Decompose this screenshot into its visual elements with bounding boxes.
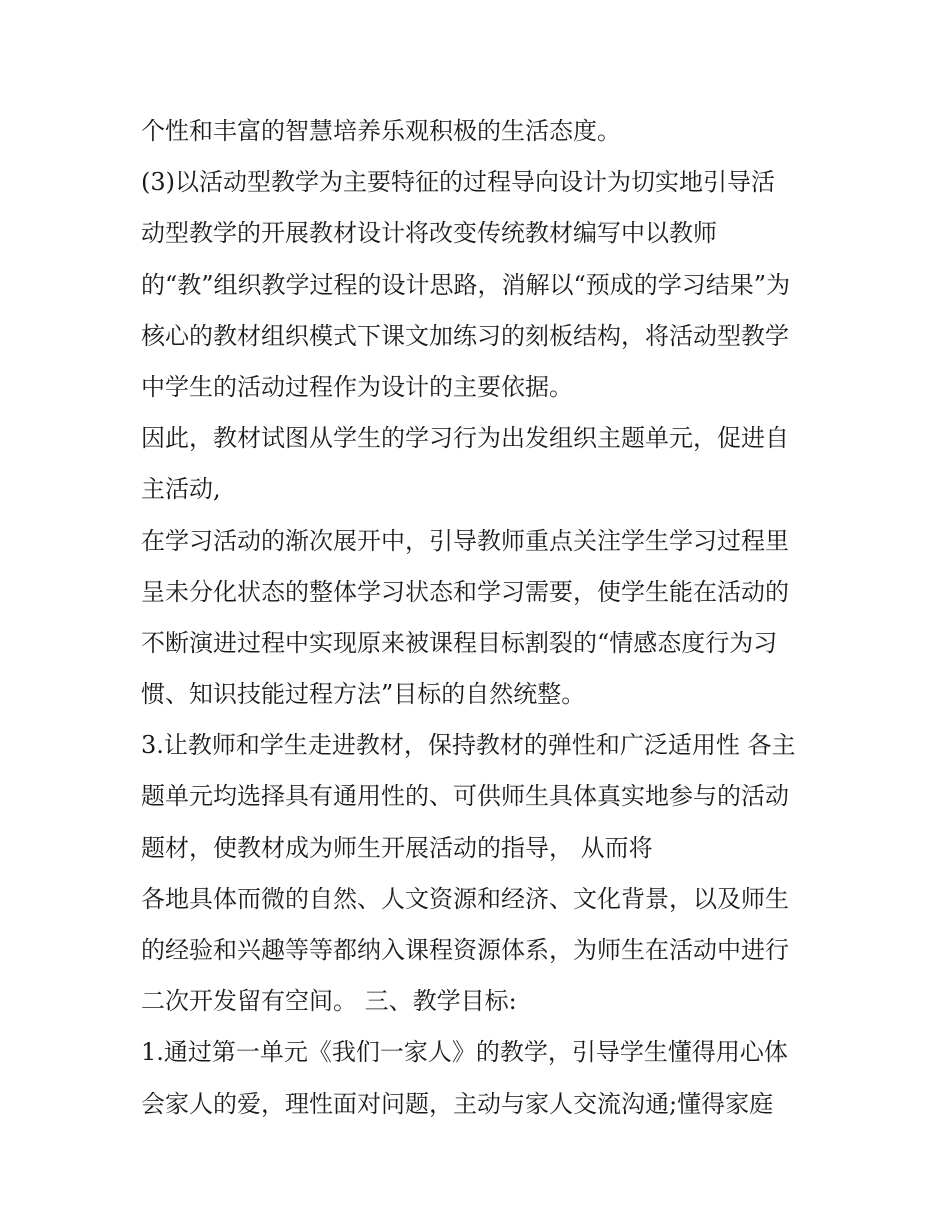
text-line: 二次开发留有空间。 三、教学目标:	[141, 987, 517, 1016]
text-line: 动型教学的开展教材设计将改变传统教材编写中以教师	[141, 219, 717, 248]
text-line: 题材，使教材成为师生开展活动的指导， 从而将	[141, 833, 653, 862]
text-line: 因此，教材试图从学生的学习行为出发组织主题单元，促进自	[141, 424, 789, 453]
text-line: 呈未分化状态的整体学习状态和学习需要，使学生能在活动的	[141, 577, 789, 606]
text-line: 不断演进过程中实现原来被课程目标割裂的“情感态度行为习	[141, 628, 778, 657]
text-line: 题单元均选择具有通用性的、可供师生具体真实地参与的活动	[141, 782, 789, 811]
text-line: 个性和丰富的智慧培养乐观积极的生活态度。	[141, 117, 621, 145]
text-line: 惯、知识技能过程方法”目标的自然统整。	[141, 680, 586, 709]
text-line: 会家人的爱，理性面对问题，主动与家人交流沟通;懂得家庭	[141, 1089, 774, 1118]
text-line: (3)以活动型教学为主要特征的过程导向设计为切实地引导活	[141, 168, 775, 197]
text-line: 3.让教师和学生走进教材，保持教材的弹性和广泛适用性 各主	[141, 731, 796, 760]
body-text	[141, 106, 831, 1130]
text-line: 的经验和兴趣等等都纳入课程资源体系，为师生在活动中进行	[141, 936, 789, 964]
text-line: 的“教”组织教学过程的设计思路，消解以“预成的学习结果”为	[141, 270, 791, 299]
text-line: 各地具体而微的自然、人文资源和经济、文化背景，以及师生	[141, 884, 789, 913]
text-line: 1.通过第一单元《我们一家人》的教学，引导学生懂得用心体	[141, 1038, 788, 1067]
text-line: 在学习活动的渐次展开中，引导教师重点关注学生学习过程里	[141, 526, 789, 555]
text-line: 中学生的活动过程作为设计的主要依据。	[141, 372, 573, 401]
text-line: 核心的教材组织模式下课文加练习的刻板结构，将活动型教学	[141, 321, 789, 350]
text-line: 主活动,	[141, 475, 221, 504]
